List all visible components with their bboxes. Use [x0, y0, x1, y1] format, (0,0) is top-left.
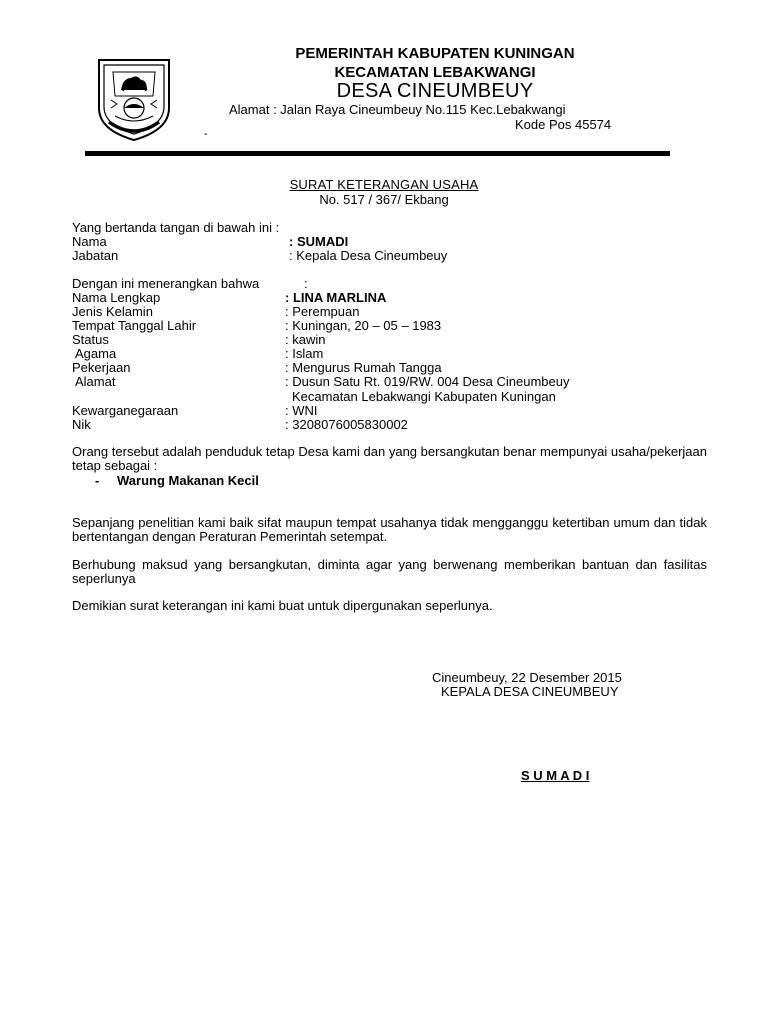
signature-position: KEPALA DESA CINEUMBEUY — [441, 684, 619, 699]
field-value: : Perempuan — [285, 304, 360, 319]
keterangan-intro: Dengan ini menerangkan bahwa — [72, 276, 260, 291]
field-value: : Islam — [285, 346, 324, 361]
field-value: : LINA MARLINA — [285, 290, 387, 305]
field-label: Jabatan — [72, 248, 119, 263]
surat-title: SURAT KETERANGAN USAHA — [289, 177, 479, 192]
field-label: Alamat — [75, 374, 116, 389]
paragraph-berhubung: Berhubung maksud yang bersangkutan, diminta agar yang berwenang memberikan bantuan dan fasilitas seperlunya — [72, 557, 707, 586]
field-value: : 3208076005830002 — [285, 417, 408, 432]
paragraph-penduduk: Orang tersebut adalah penduduk tetap Desa kami dan yang bersangkutan benar mempunyai usaha/pekerjaan tetap sebagai : — [72, 444, 707, 473]
field-label: Jenis Kelamin — [72, 304, 153, 319]
desa-logo-emblem — [91, 56, 177, 142]
field-value: : SUMADI — [289, 234, 349, 249]
penandatangan-intro: Yang bertanda tangan di bawah ini : — [72, 220, 280, 235]
letterhead-rule — [85, 151, 670, 156]
field-label: Nama — [72, 234, 107, 249]
field-value-continuation: Kecamatan Lebakwangi Kabupaten Kuningan — [292, 389, 556, 404]
field-value: : kawin — [285, 332, 326, 347]
keterangan-intro-colon: : — [304, 276, 308, 291]
field-label: Tempat Tanggal Lahir — [72, 318, 197, 333]
field-label: Nik — [72, 417, 91, 432]
field-value: : WNI — [285, 403, 318, 418]
kop-kode-pos: Kode Pos 45574 — [515, 117, 612, 132]
kop-pemerintah: PEMERINTAH KABUPATEN KUNINGAN — [295, 45, 575, 62]
usaha-bullet: - — [95, 473, 100, 488]
signature-place-date: Cineumbeuy, 22 Desember 2015 — [432, 670, 622, 685]
field-label: Nama Lengkap — [72, 290, 161, 305]
usaha-name: Warung Makanan Kecil — [117, 473, 259, 488]
signature-name: S U M A D I — [521, 768, 590, 783]
kop-dash-mark: - — [204, 128, 208, 140]
kop-desa: DESA CINEUMBEUY — [336, 80, 534, 102]
kop-alamat: Alamat : Jalan Raya Cineumbeuy No.115 Kec.Lebakwangi — [229, 102, 566, 117]
surat-nomor: No. 517 / 367/ Ekbang — [319, 192, 449, 207]
field-label: Kewarganegaraan — [72, 403, 179, 418]
field-label: Status — [72, 332, 109, 347]
paragraph-penelitian: Sepanjang penelitian kami baik sifat maupun tempat usahanya tidak mengganggu ketertiban umum dan tidak bertentangan dengan Peraturan Pemerintah setempat. — [72, 515, 707, 544]
paragraph-demikian: Demikian surat keterangan ini kami buat untuk dipergunakan seperlunya. — [72, 598, 493, 613]
field-label: Pekerjaan — [72, 360, 131, 375]
field-value: : Mengurus Rumah Tangga — [285, 360, 442, 375]
field-label: Agama — [75, 346, 117, 361]
field-value: : Dusun Satu Rt. 019/RW. 004 Desa Cineumbeuy — [285, 374, 570, 389]
field-value: : Kuningan, 20 – 05 – 1983 — [285, 318, 442, 333]
field-value: : Kepala Desa Cineumbeuy — [289, 248, 448, 263]
kop-kecamatan: KECAMATAN LEBAKWANGI — [334, 64, 536, 81]
